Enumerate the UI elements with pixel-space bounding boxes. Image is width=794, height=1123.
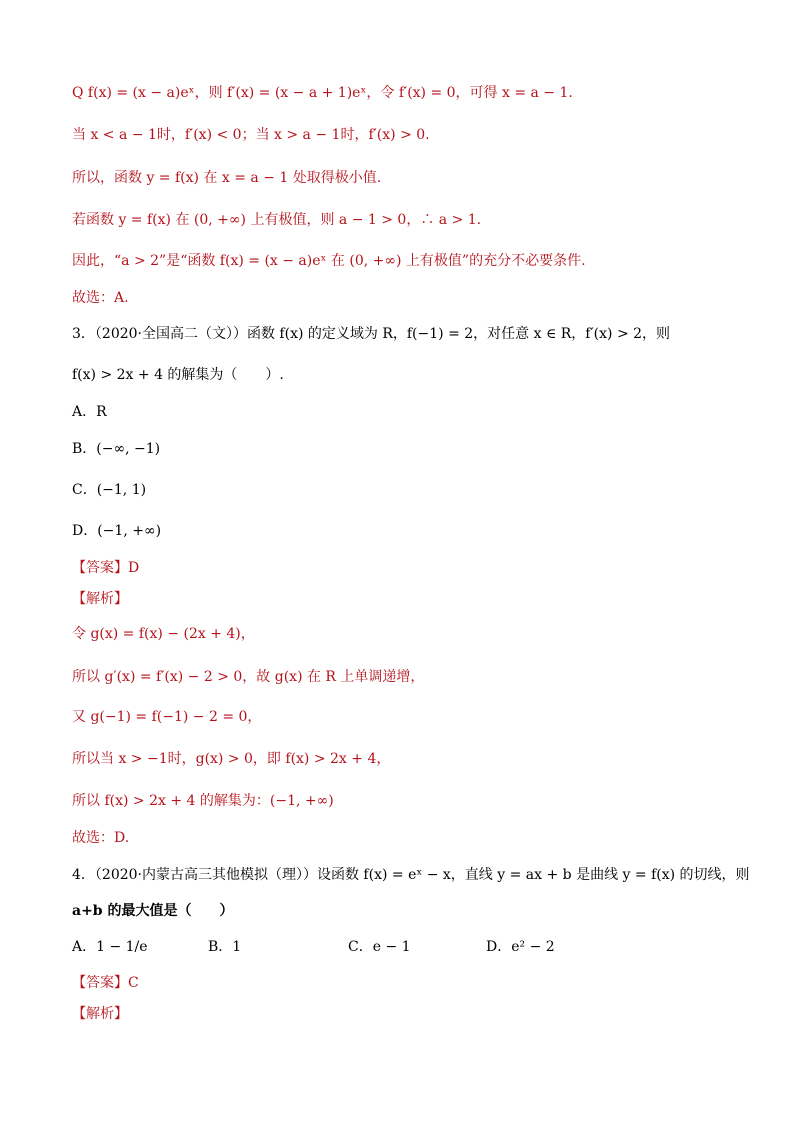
solution-line-6: 故选：A.	[72, 290, 129, 306]
solution-line-4: 若函数 y = f(x) 在 (0, +∞) 上有极值，则 a − 1 > 0，∴ a > 1.	[72, 212, 482, 228]
question-3-solution-line-4: 所以当 x > −1时，g(x) > 0，即 f(x) > 2x + 4，	[72, 751, 391, 767]
question-3-option-a: A．R	[72, 404, 107, 420]
question-3-option-d: D．(−1, +∞)	[72, 523, 162, 539]
question-3-solution-line-3: 又 g(−1) = f(−1) − 2 = 0，	[72, 709, 262, 725]
question-3-answer: 【答案】D	[72, 560, 140, 576]
question-3-stem-line-1: 3．（2020·全国高二（文））函数 f(x) 的定义域为 R，f(−1) = 2，对任意 x ∈ R，f′(x) > 2，则	[72, 326, 671, 342]
question-4-stem-line-2: a+b 的最大值是（ ）	[72, 903, 234, 919]
solution-line-1: Q f(x) = (x − a)eˣ，则 f′(x) = (x − a + 1)eˣ，令 f′(x) = 0，可得 x = a − 1.	[72, 85, 573, 101]
question-4-option-b: B．1	[208, 939, 242, 955]
question-3-option-c: C．(−1, 1)	[72, 482, 147, 498]
question-3-solution-line-2: 所以 g′(x) = f′(x) − 2 > 0，故 g(x) 在 R 上单调递增，	[72, 669, 425, 685]
question-3-solution-line-5: 所以 f(x) > 2x + 4 的解集为：(−1, +∞)	[72, 793, 334, 809]
question-3-solution-line-1: 令 g(x) = f(x) − (2x + 4)，	[72, 626, 255, 642]
question-4-answer: 【答案】C	[72, 975, 139, 991]
question-4-option-c: C．e − 1	[348, 939, 411, 955]
question-4-option-d: D．e² − 2	[486, 939, 555, 955]
solution-line-3: 所以，函数 y = f(x) 在 x = a − 1 处取得极小值.	[72, 170, 382, 186]
solution-line-2: 当 x < a − 1时，f′(x) < 0；当 x > a − 1时，f′(x) > 0.	[72, 127, 430, 143]
solution-line-5: 因此，“a > 2”是“函数 f(x) = (x − a)eˣ 在 (0, +∞) 上有极值”的充分不必要条件.	[72, 253, 586, 269]
question-4-stem-line-1: 4．（2020·内蒙古高三其他模拟（理））设函数 f(x) = eˣ − x，直线 y = ax + b 是曲线 y = f(x) 的切线，则	[72, 867, 750, 883]
question-3-solution-line-6: 故选：D.	[72, 830, 130, 846]
question-4-analysis-heading: 【解析】	[72, 1006, 128, 1022]
question-3-option-b: B．(−∞, −1)	[72, 441, 161, 457]
question-4-option-a: A．1 − 1/e	[72, 939, 148, 955]
question-4-options-row	[72, 936, 732, 962]
question-3-analysis-heading: 【解析】	[72, 591, 128, 607]
question-3-stem-line-2: f(x) > 2x + 4 的解集为（ ）.	[72, 367, 284, 383]
